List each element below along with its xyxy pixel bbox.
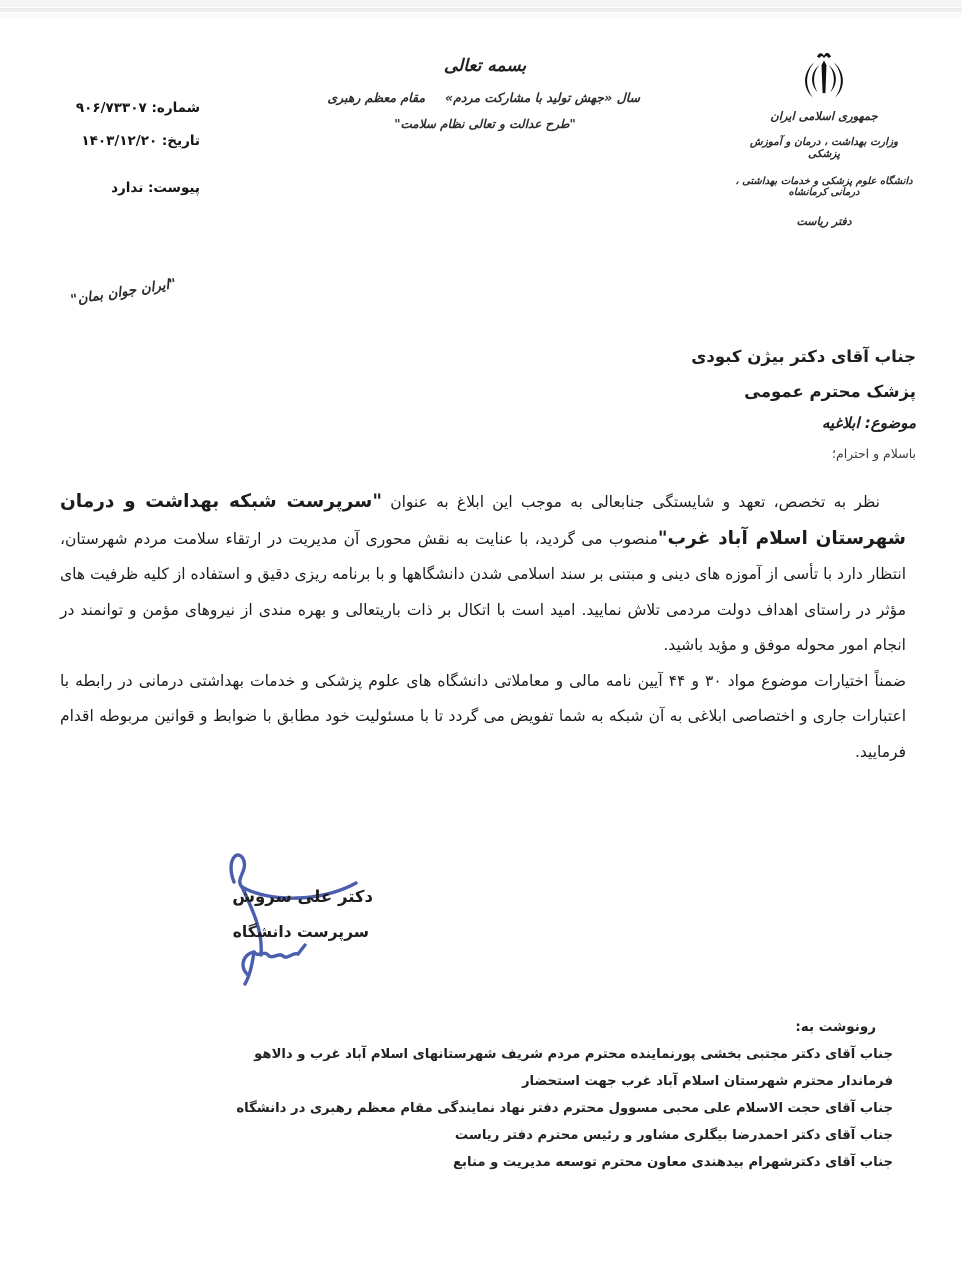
cc-item: جناب آقای دکتر احمدرضا بیگلری مشاور و رئیس محترم دفتر ریاست — [454, 1128, 893, 1143]
letterhead-center — [327, 56, 640, 131]
letter-number-value: ۹۰۶/۷۳۳۰۷ — [75, 100, 147, 116]
year-slogan: سال «جهش تولید با مشارکت مردم» — [445, 90, 640, 105]
letter-body — [60, 484, 906, 770]
cc-item: جناب آقای حجت الاسلام علی محبی مسوول محترم دفتر نهاد نمایندگی مقام معظم رهبری در دانشگاه — [236, 1101, 893, 1116]
body-paragraph-2: ضمناً اختیارات موضوع مواد ۳۰ و ۴۴ آیین نامه مالی و معاملاتی دانشگاه های علوم پزشکی و خدمات بهداشتی درمانی در رابطه با اعتبارات جاری و اختصاصی ابلاغی به آن شبکه به شما تفویض می گردد تا با مسئولیت خود مطابق با ضوابط و قوانین مربوطه اقدام فرمایید. — [60, 671, 907, 761]
scan-artifact — [0, 13, 962, 17]
iran-emblem-icon — [800, 48, 848, 104]
cc-section — [60, 1019, 893, 1170]
letterhead-right — [734, 48, 914, 228]
letter-subject: موضوع: ابلاغیه — [821, 414, 916, 432]
body-p1-after: منصوب می گردید، با عنایت به نقش محوری آن مدیریت در ارتقاء سلامت مردم شهرستان، انتظار دارد با تأسی از آموزه های دینی و مبتنی بر سند اسلامی شدن دانشگاهها و با برنامه ریزی دقیق و استفاده از کلیه ظرفیت های مؤثر در راستای اهداف دولت مردمی تلاش نمایید. امید است با اتکال بر ذات باریتعالی و بهره مندی از نیروهای مؤمن و توانمند در انجام امور محوله موفق و مؤید باشید. — [60, 529, 906, 654]
cc-item: فرماندار محترم شهرستان اسلام آباد غرب جهت استحضار — [521, 1074, 893, 1089]
letterhead-university: دانشگاه علوم پزشکی و خدمات بهداشتی ، درمانی کرمانشاه — [735, 176, 913, 198]
recipient-block — [691, 347, 916, 461]
cc-item: جناب آقای دکتر مجتبی بخشی پورنماینده محترم مردم شریف شهرستانهای اسلام آباد غرب و دالاهو — [254, 1047, 893, 1062]
letterhead-office: دفتر ریاست — [796, 215, 852, 228]
letter-date-value: ۱۴۰۳/۱۲/۲۰ — [81, 133, 158, 149]
cc-item: جناب آقای دکترشهرام بیدهندی معاون محترم توسعه مدیریت و منابع — [453, 1155, 893, 1170]
year-slogan-line — [327, 90, 640, 105]
salutation: باسلام و احترام؛ — [832, 446, 916, 461]
letter-date-row — [20, 133, 200, 149]
besmellah-calligraphy: بسمه تعالی — [443, 56, 527, 76]
year-slogan-attribution: مقام معظم رهبری — [327, 90, 426, 105]
letterhead-country: جمهوری اسلامی ایران — [770, 109, 878, 123]
letter-attachment-row — [20, 180, 200, 196]
body-paragraph-1 — [60, 484, 906, 664]
health-plan-slogan: "طرح عدالت و تعالی نظام سلامت" — [394, 117, 576, 131]
signatory-title: سرپرست دانشگاه — [232, 923, 369, 941]
letterhead-ministry: وزارت بهداشت ، درمان و آموزش پزشکی — [749, 136, 899, 160]
body-p1-before: نظر به تخصص، تعهد و شایستگی جنابعالی به موجب این ابلاغ به عنوان — [382, 493, 880, 511]
recipient-title: پزشک محترم عمومی — [744, 382, 916, 401]
signature-block — [218, 842, 383, 997]
cc-label: رونوشت به: — [795, 1019, 876, 1035]
letter-number-label: شماره: — [151, 100, 200, 116]
letter-attachment-label: پیوست: — [147, 180, 200, 196]
signatory-name: دکتر علی سروش — [232, 887, 373, 906]
recipient-name: جناب آقای دکتر بیژن کبودی — [691, 347, 916, 366]
signature-scribble-icon — [218, 842, 383, 997]
appointment-title-bold: "سرپرست شبکه بهداشت و درمان شهرستان اسلام آباد غرب" — [60, 491, 906, 549]
iran-stay-young-slogan: "ایران جوان بمان" — [69, 275, 178, 309]
letter-number-row — [20, 100, 200, 116]
letter-date-label: تاریخ: — [161, 133, 200, 149]
letter-attachment-value: ندارد — [111, 180, 144, 196]
scan-artifact — [0, 8, 962, 12]
scan-artifact — [0, 0, 962, 7]
letterhead-left — [20, 100, 200, 196]
